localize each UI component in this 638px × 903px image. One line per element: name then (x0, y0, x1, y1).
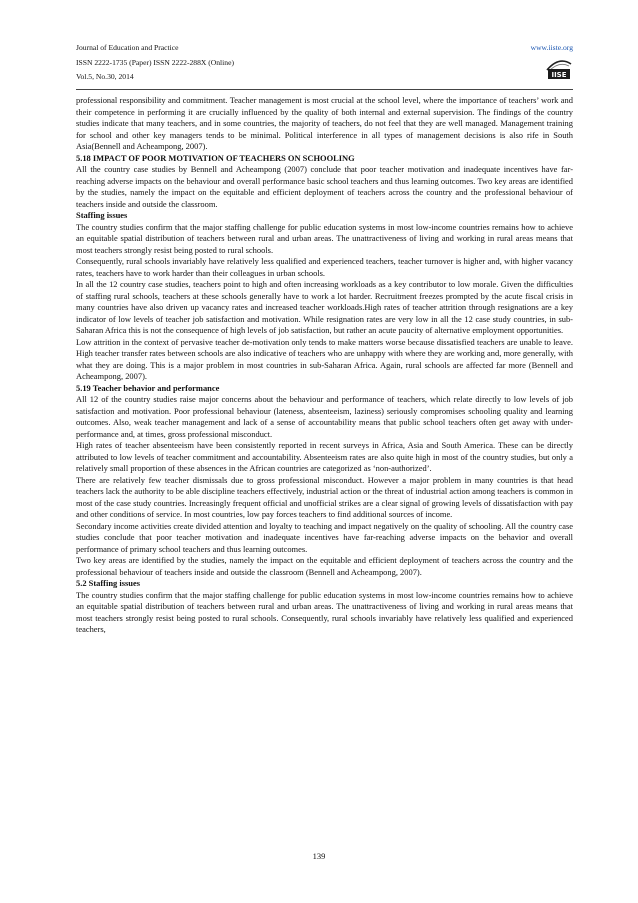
body-paragraph: All 12 of the country studies raise major concerns about the behaviour and performance of teachers, which relate directly to low levels of job satisfaction and motivation. Poor professional behaviour (lateness, absenteeism, laziness) seriously compromises schooling quality and learning outcomes. Also, weak teacher management and lack of a sense of accountability means that public school teachers often get away with under-performance and, at times, gross professional misconduct. (76, 394, 573, 439)
body-paragraph: Consequently, rural schools invariably have relatively less qualified and experienced teachers, teacher turnover is higher and, with higher vacancy rates, teachers have to work harder than their colleagues in urban schools. (76, 256, 573, 278)
body-paragraph: Low attrition in the context of pervasive teacher de-motivation only tends to make matters worse because dissatisfied teachers are unable to leave. High teacher transfer rates between schools are also indicative of teachers who are unhappy with where they are working and, more generally, with what they are doing. This is a major problem in most countries in sub-Saharan Africa. Again, rural schools are affected far more (Bennell and Acheampong, 2007). (76, 336, 573, 381)
body-paragraph: High rates of teacher absenteeism have been consistently reported in recent surveys in Africa, Asia and South America. These can be directly attributed to low levels of teacher commitment and accountability. Absenteeism rates are also quite high in most of the country studies, but only a relatively small proportion of these absences in the African countries are categorized as ‘non-authorized’. (76, 440, 573, 473)
body-paragraph: All the country case studies by Bennell and Acheampong (2007) conclude that poor teacher motivation and inadequate incentives have far-reaching adverse impacts on the behaviour and overall performance basic school teachers and thus learning outcomes. Two key areas are identified by the studies, namely the impact on the equitable and efficient deployment of teachers across the country and the professional behaviour of teachers inside and outside the classroom. (76, 164, 573, 209)
section-heading: Staffing issues (76, 210, 128, 220)
body-paragraph: The country studies confirm that the major staffing challenge for public education systems in most low-income countries remains how to achieve an equitable spatial distribution of teachers between rural and urban areas. The unattractiveness of living and working in rural areas means that most teachers strongly resist being posted to rural schools. Consequently, rural schools invariably have relatively less qualified and experienced teachers, (76, 589, 573, 634)
journal-header (76, 41, 573, 88)
section-heading: 5.18 IMPACT OF POOR MOTIVATION OF TEACHERS ON SCHOOLING (76, 152, 355, 163)
body-paragraph: The country studies confirm that the major staffing challenge for public education systems in most low-income countries remains how to achieve an equitable spatial distribution of teachers between rural and urban areas. The unattractiveness of living and working in rural areas means that most teachers strongly resist being posted to rural schools. (76, 221, 573, 255)
journal-url-link[interactable]: www.iiste.org (530, 43, 573, 52)
body-paragraph: Two key areas are identified by the studies, namely the impact on the equitable and efficient deployment of teachers across the country and the professional behaviour of teachers inside and outside the classroom (Bennell and Acheampong, 2007). (76, 555, 573, 577)
body-paragraph: professional responsibility and commitment. Teacher management is most crucial at the school level, where the importance of teachers’ work and their competence in performing it are crucially influenced by the quality of both internal and external supervision. The findings of the country studies indicate that many teachers, and in some countries, the majority of teachers, do not feel that they are well managed. Management training for school and other key managers tends to be minimal. Political interference in all types of management decisions is also rife in South Asia(Bennell and Acheampong, 2007). (76, 95, 573, 151)
page-number: 139 (312, 851, 326, 861)
section-heading: 5.2 Staffing issues (76, 578, 140, 588)
article-body (76, 95, 573, 636)
logo-text: IISE (551, 71, 567, 79)
body-paragraph: There are relatively few teacher dismissals due to gross professional misconduct. However a major problem in many countries is that head teachers lack the authority to be able discipline teachers effectively, industrial action or the threat of industrial action among teachers is common in most of the case study countries. Increasingly frequent official and unofficial strikes are a clear signal of growing levels of dissatisfaction with pay and other conditions of service. In most countries, low pay forces teachers to find additional sources of income. (76, 474, 573, 519)
volume-line: Vol.5, No.30, 2014 (76, 72, 134, 82)
body-paragraph: In all the 12 country case studies, teachers point to high and often increasing workloads as a key contributor to low morale. Given the difficulties of staffing rural schools, teachers at these schools generally have to work a lot harder. Recruitment freezes prompted by the acute fiscal crisis in many countries have also driven up vacancy rates and increased teacher workloads.High rates of teacher attrition through resignations are a key indicator of low levels of teacher job satisfaction and motivation. While resignation rates are very low in all the 12 case study countries, in sub-Saharan Africa this is not the consequence of high levels of job satisfaction, but rather an acute paucity of alternative employment opportunities. (76, 279, 573, 335)
body-paragraph: Secondary income activities create divided attention and loyalty to teaching and impact negatively on the quality of schooling. All the country case studies conclude that poor teacher motivation and inadequate incentives have far-reaching adverse impacts on the behavior and overall performance of primary school teachers and thus learning outcomes. (76, 520, 573, 554)
iiste-logo-icon (545, 55, 573, 80)
issn-line: ISSN 2222-1735 (Paper) ISSN 2222-288X (Online) (76, 57, 234, 67)
journal-title: Journal of Education and Practice (76, 43, 179, 52)
section-heading: 5.19 Teacher behavior and performance (76, 382, 220, 393)
header-divider (76, 89, 573, 90)
